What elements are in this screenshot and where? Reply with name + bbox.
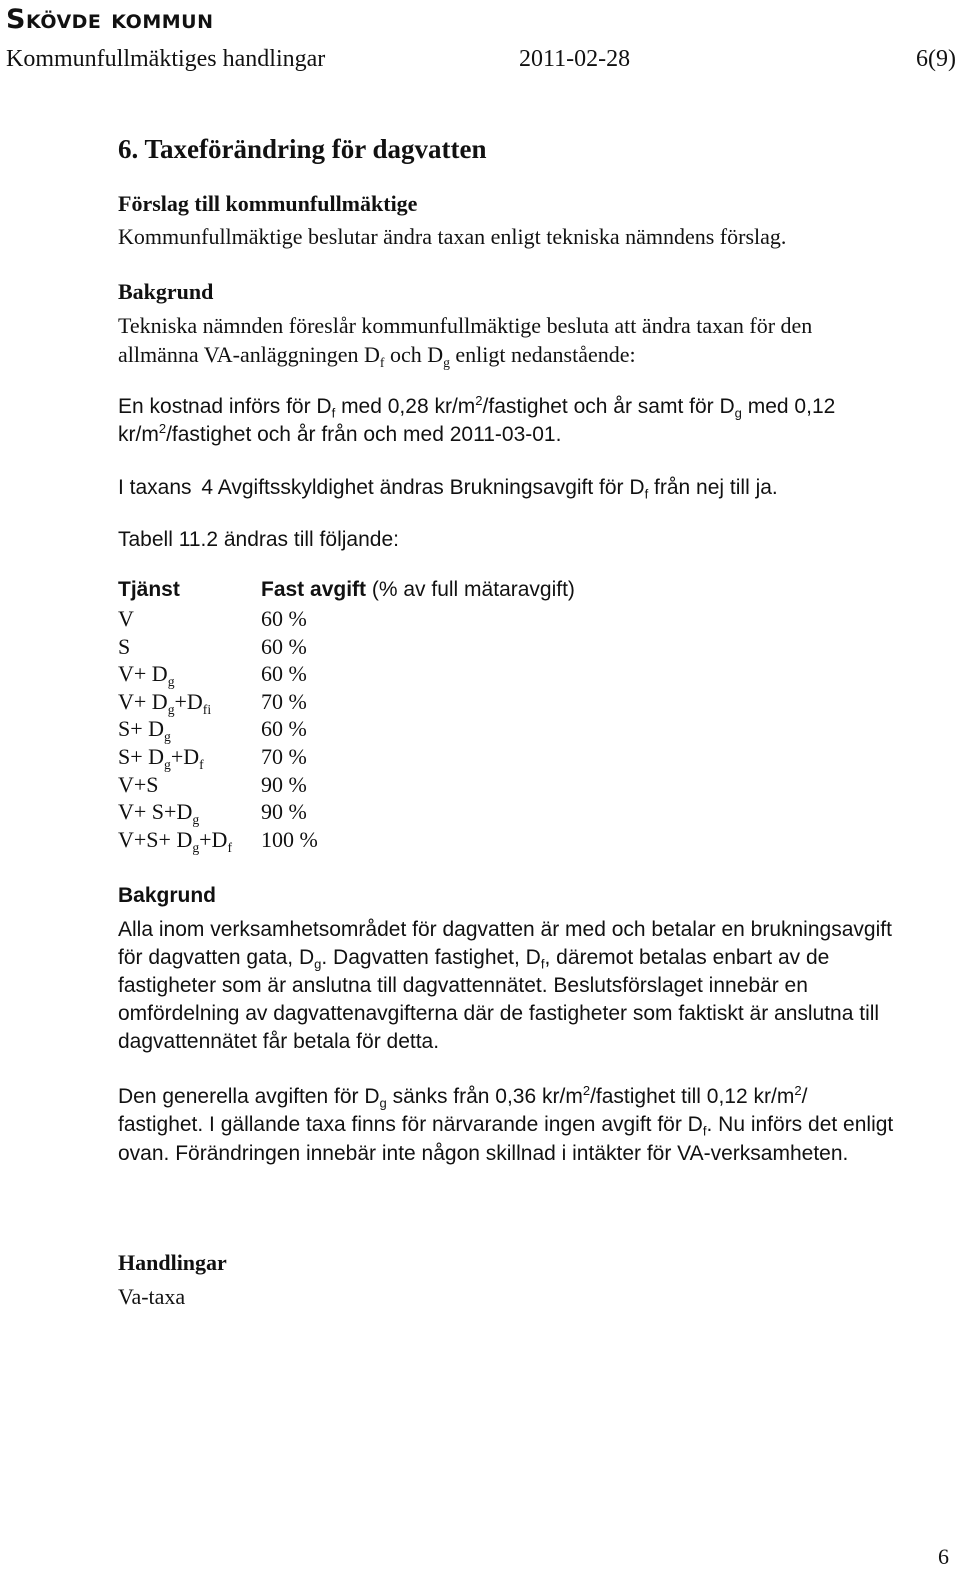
service-cell: $V+ D_g$ bbox=[118, 661, 175, 689]
cost-line: $kr/m^2$/fastighet och år från och med 2011-03-01. bbox=[118, 421, 562, 446]
fee-cell: 60 % bbox=[261, 633, 307, 659]
background-line: Alla inom verksamhetsområdet för dagvatten är med och betalar en brukningsavgift bbox=[118, 918, 892, 941]
service-cell: S bbox=[118, 633, 131, 659]
fee-cell: 90 % bbox=[261, 799, 307, 825]
page-number: 6 bbox=[938, 1544, 949, 1569]
table-row bbox=[0, 606, 960, 633]
col-service: Tjänst bbox=[118, 578, 180, 601]
fee-cell: 60 % bbox=[261, 661, 307, 687]
proposal-heading: Förslag till kommunfullmäktige bbox=[118, 191, 418, 216]
background-line: dagvattennätet får betala för detta. bbox=[118, 1030, 440, 1053]
service-cell: $S+ D_g$ bbox=[118, 716, 171, 745]
table-row bbox=[0, 689, 960, 716]
page-count: 6(9) bbox=[916, 46, 956, 72]
service-cell: V bbox=[118, 606, 134, 631]
table-row bbox=[0, 716, 960, 743]
fee-cell: 70 % bbox=[261, 688, 307, 714]
service-cell: $V+ D_g+D_{fi}$ bbox=[118, 688, 212, 717]
fee-cell: 60 % bbox=[261, 716, 307, 742]
background-line: fastigheter som är anslutna till dagvattennätet. Beslutsförslaget innebär en bbox=[118, 974, 808, 997]
service-cell: V+S bbox=[118, 771, 159, 797]
background-line: för dagvatten gata, $D_g$. Dagvatten fastighet, $D_f$, däremot betalas enbart av de bbox=[118, 946, 830, 972]
service-cell: $V+ S+D_g$ bbox=[118, 799, 200, 827]
document-item: Va-taxa bbox=[118, 1284, 186, 1309]
general-line: ovan. Förändringen innebär inte någon skillnad i intäkter för VA-verksamheten. bbox=[118, 1142, 849, 1165]
proposal-text: Kommunfullmäktige beslutar ändra taxan enligt tekniska nämndens förslag. bbox=[118, 224, 787, 249]
fee-cell: 60 % bbox=[261, 606, 307, 631]
table-intro: Tabell 11.2 ändras till följande: bbox=[118, 528, 399, 551]
background-heading: Bakgrund bbox=[118, 884, 217, 907]
table-row bbox=[0, 661, 960, 688]
taxa-line: I taxans 4 Avgiftsskyldighet ändras Brukningsavgift för $D_f$ från nej till ja. bbox=[118, 476, 778, 502]
background-heading: Bakgrund bbox=[118, 279, 214, 304]
item-title: 6. Taxeförändring för dagvatten bbox=[118, 134, 487, 164]
cost-line: En kostnad införs för $D_f$ med 0,28 $kr/m^2$/fastighet och år samt för $D_g$ med 0,12 bbox=[118, 393, 836, 421]
col-fee: Fast avgift (% av full mätaravgift) bbox=[261, 578, 575, 601]
municipality-logo: Skövde kommun bbox=[6, 4, 214, 35]
service-cell: $S+ D_g+D_f$ bbox=[118, 744, 204, 772]
table-row bbox=[0, 799, 960, 826]
fee-cell: 70 % bbox=[261, 744, 307, 769]
table-row bbox=[0, 827, 960, 854]
background-line: allmänna VA-anläggningen $D_f$ och $D_g$ enligt nedanstående: bbox=[118, 342, 636, 370]
fee-cell: 90 % bbox=[261, 771, 307, 797]
fee-table bbox=[0, 578, 960, 858]
table-row bbox=[0, 634, 960, 661]
table-row bbox=[0, 744, 960, 771]
general-line: fastighet. I gällande taxa finns för närvarande ingen avgift för $D_f$. Nu införs det enligt bbox=[118, 1113, 894, 1139]
service-cell: $V+S+ D_g+D_f$ bbox=[118, 826, 232, 855]
documents-heading: Handlingar bbox=[118, 1250, 227, 1275]
doc-date: 2011-02-28 bbox=[519, 46, 631, 72]
background-line: omfördelning av dagvattenavgifterna där de fastigheter som faktiskt är anslutna till bbox=[118, 1002, 880, 1025]
background-line: Tekniska nämnden föreslår kommunfullmäktige besluta att ändra taxan för den bbox=[118, 313, 813, 338]
fee-cell: 100 % bbox=[261, 826, 318, 852]
general-line: Den generella avgiften för $D_g$ sänks från 0,36 $kr/m^2$/fastighet till 0,12 $kr/m^2/$ bbox=[118, 1083, 808, 1111]
doc-title: Kommunfullmäktiges handlingar bbox=[6, 46, 326, 72]
table-row bbox=[0, 772, 960, 799]
